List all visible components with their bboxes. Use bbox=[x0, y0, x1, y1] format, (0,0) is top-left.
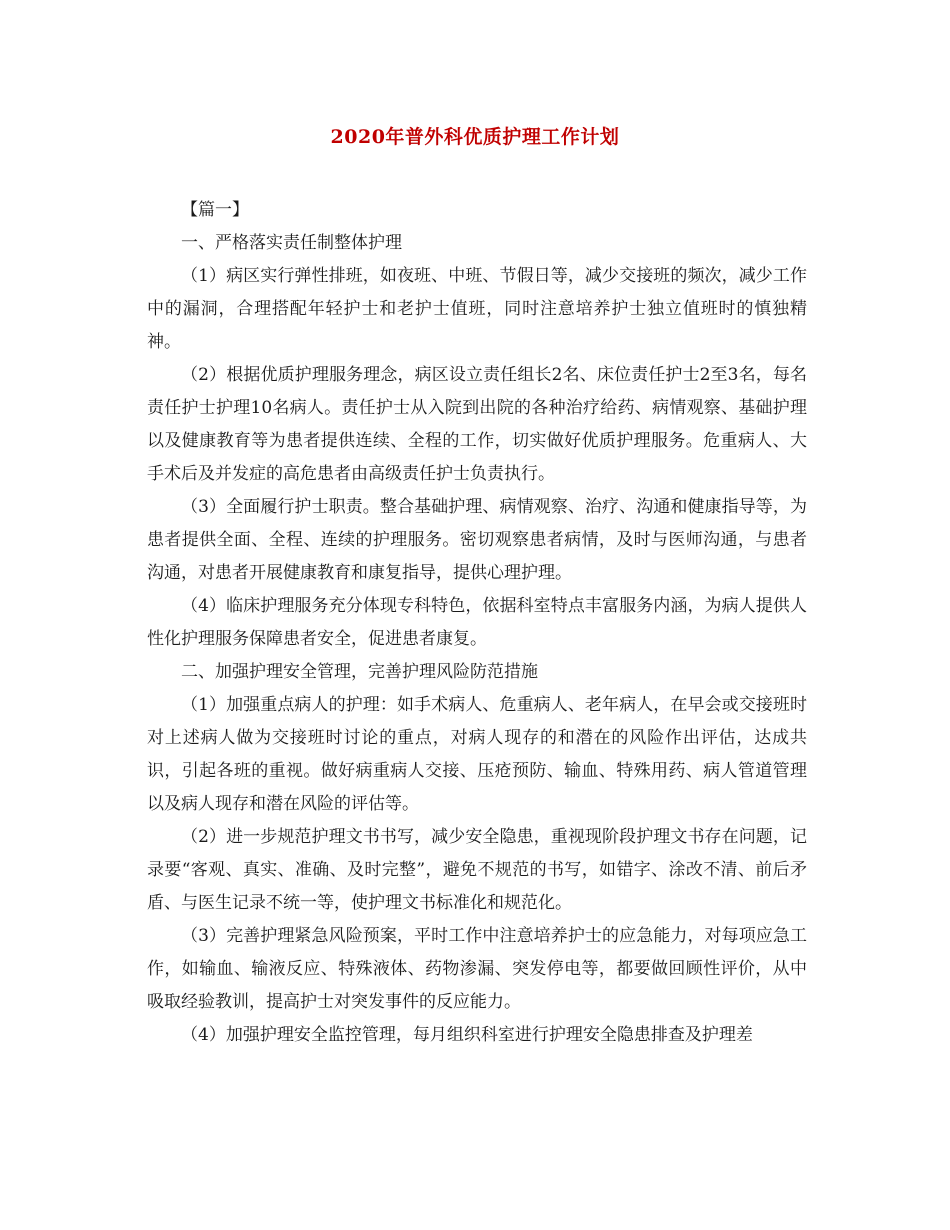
section-heading-2: 二、加强护理安全管理，完善护理风险防范措施 bbox=[181, 662, 538, 682]
paragraph: （2）根据优质护理服务理念，病区设立责任组长2名、床位责任护士2至3名，每名责任护士护理10名病人。责任护士从入院到出院的各种治疗给药、病情观察、基础护理以及健康教育等为患者提供连续、全程的工作，切实做好优质护理服务。危重病人、大手术后及并发症的高危患者由高级责任护士负责执行。 bbox=[147, 365, 807, 484]
section-heading-1: 一、严格落实责任制整体护理 bbox=[181, 233, 402, 253]
paragraph: （1）加强重点病人的护理：如手术病人、危重病人、老年病人，在早会或交接班时对上述病人做为交接班时讨论的重点，对病人现存的和潜在的风险作出评估，达成共识，引起各班的重视。做好病重病人交接、压疮预防、输血、特殊用药、病人管道管理以及病人现存和潜在风险的评估等。 bbox=[147, 695, 807, 814]
document-body bbox=[147, 194, 807, 1052]
paragraph: （3）完善护理紧急风险预案，平时工作中注意培养护士的应急能力，对每项应急工作，如输血、输液反应、特殊液体、药物渗漏、突发停电等，都要做回顾性评价，从中吸取经验教训，提高护士对突发事件的反应能力。 bbox=[147, 926, 807, 1012]
document-title: 2020年普外科优质护理工作计划 bbox=[330, 126, 620, 148]
paragraph: （2）进一步规范护理文书书写，减少安全隐患，重视现阶段护理文书存在问题，记录要“客观、真实、准确、及时完整”，避免不规范的书写，如错字、涂改不清、前后矛盾、与医生记录不统一等，使护理文书标准化和规范化。 bbox=[147, 827, 807, 913]
paragraph: （3）全面履行护士职责。整合基础护理、病情观察、治疗、沟通和健康指导等，为患者提供全面、全程、连续的护理服务。密切观察患者病情，及时与医师沟通，与患者沟通，对患者开展健康教育和康复指导，提供心理护理。 bbox=[147, 497, 807, 583]
paragraph: （4）临床护理服务充分体现专科特色，依据科室特点丰富服务内涵，为病人提供人性化护理服务保障患者安全，促进患者康复。 bbox=[147, 596, 807, 649]
section-marker: 【篇一】 bbox=[181, 200, 249, 220]
paragraph: （1）病区实行弹性排班，如夜班、中班、节假日等，减少交接班的频次，减少工作中的漏洞，合理搭配年轻护士和老护士值班，同时注意培养护士独立值班时的慎独精神。 bbox=[147, 266, 807, 352]
paragraph: （4）加强护理安全监控管理，每月组织科室进行护理安全隐患排查及护理差 bbox=[181, 1025, 753, 1045]
